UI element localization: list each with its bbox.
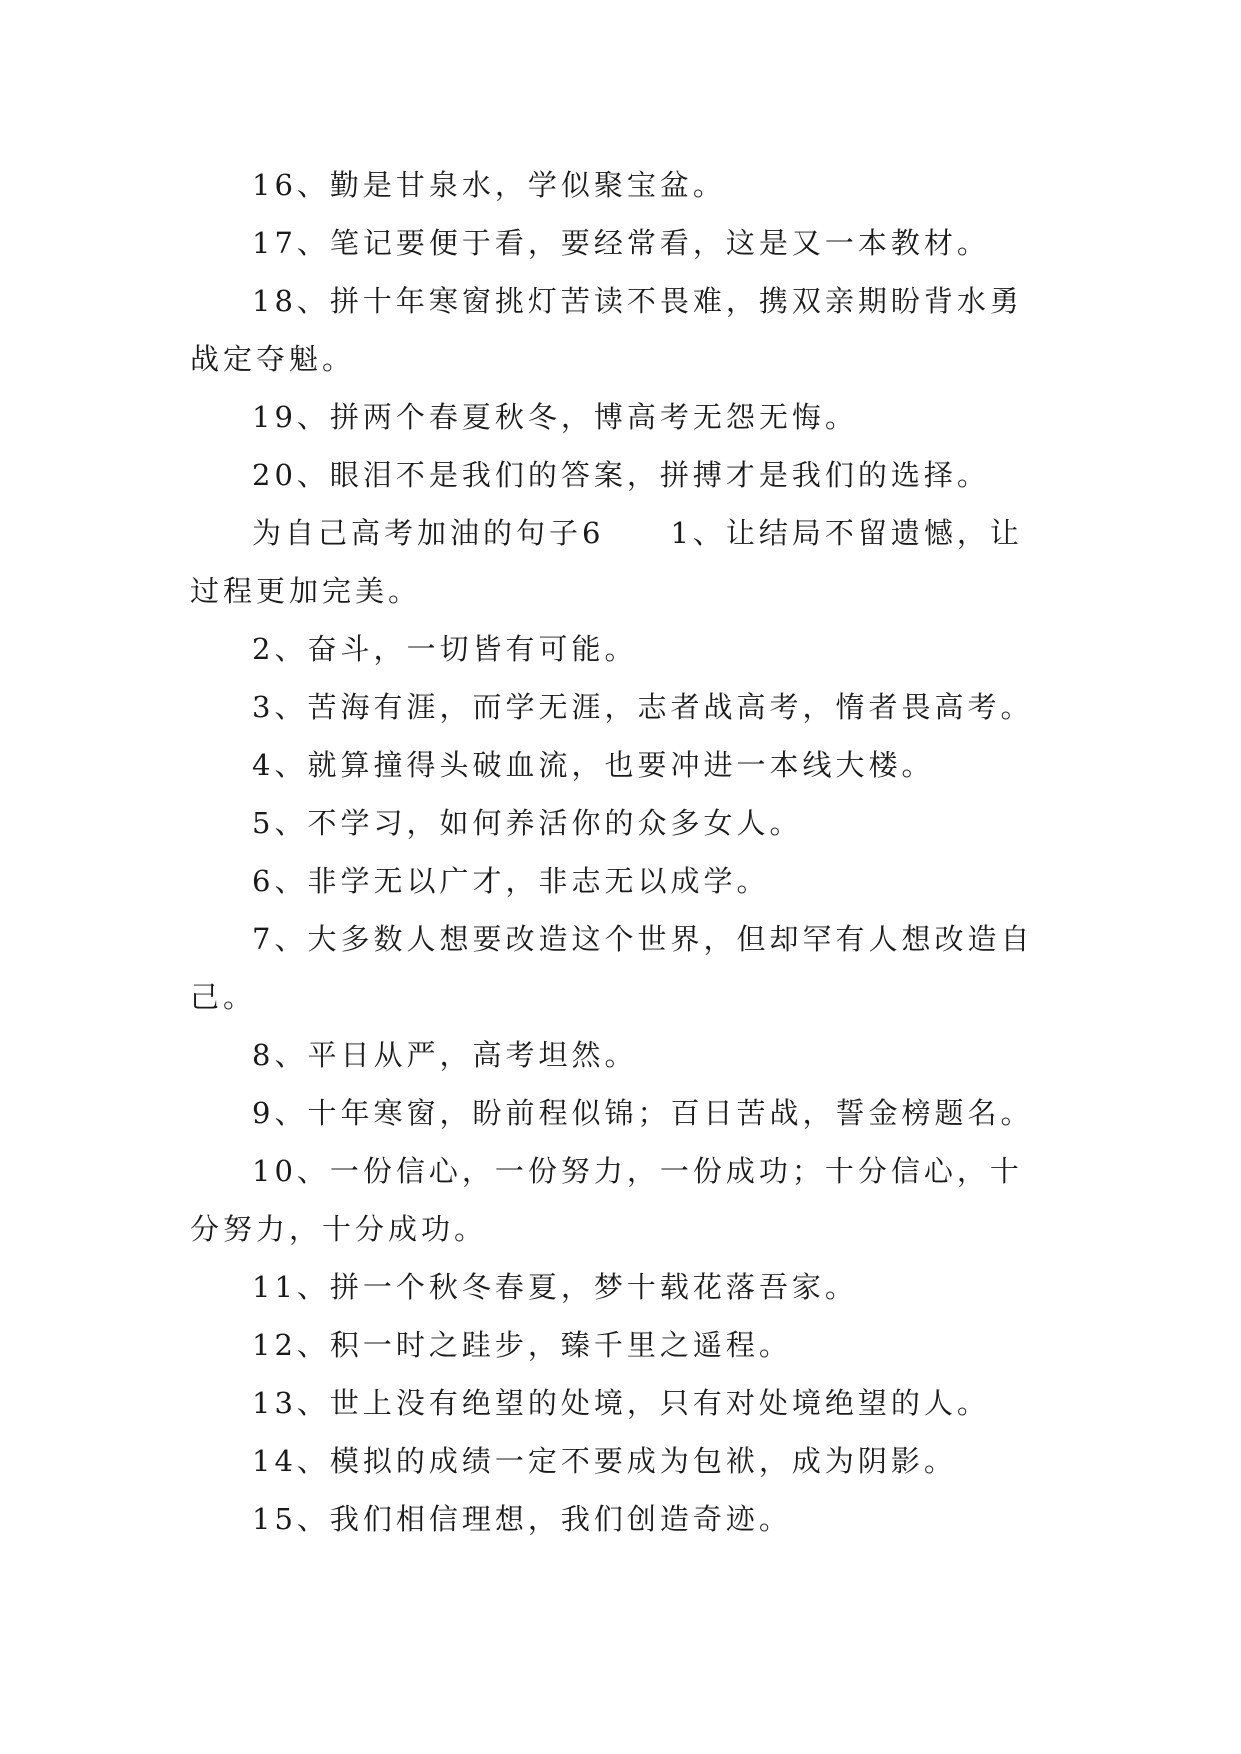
paragraph-2: 2、奋斗，一切皆有可能。	[252, 632, 638, 666]
paragraph-8: 8、平日从严，高考坦然。	[252, 1038, 638, 1072]
paragraph-14: 14、模拟的成绩一定不要成为包袱，成为阴影。	[252, 1444, 957, 1478]
paragraph-4: 4、就算撞得头破血流，也要冲进一本线大楼。	[252, 748, 935, 782]
paragraph-16: 16、勤是甘泉水，学似聚宝盆。	[252, 168, 726, 202]
paragraph-5: 5、不学习，如何养活你的众多女人。	[252, 806, 803, 840]
paragraph-6: 6、非学无以广才，非志无以成学。	[252, 864, 770, 898]
paragraph-3: 3、苦海有涯，而学无涯，志者战高考，惰者畏高考。	[252, 690, 1034, 724]
paragraph-9: 9、十年寒窗，盼前程似锦；百日苦战，誓金榜题名。	[252, 1096, 1034, 1130]
paragraph-18: 18、拼十年寒窗挑灯苦读不畏难，携双亲期盼背水勇战定夺魁。	[190, 284, 1023, 376]
paragraph-20: 20、眼泪不是我们的答案，拼搏才是我们的选择。	[252, 458, 990, 492]
paragraph-17: 17、笔记要便于看，要经常看，这是又一本教材。	[252, 226, 990, 260]
paragraph-13: 13、世上没有绝望的处境，只有对处境绝望的人。	[252, 1386, 990, 1420]
paragraph-15: 15、我们相信理想，我们创造奇迹。	[252, 1502, 792, 1536]
section-heading-paragraph: 为自己高考加油的句子6 1、让结局不留遗憾，让过程更加完美。	[190, 516, 1023, 608]
paragraph-7: 7、大多数人想要改造这个世界，但却罕有人想改造自己。	[190, 922, 1034, 1014]
paragraph-10: 10、一份信心，一份努力，一份成功；十分信心，十分努力，十分成功。	[190, 1154, 1023, 1246]
paragraph-19: 19、拼两个春夏秋冬，博高考无怨无悔。	[252, 400, 858, 434]
paragraph-12: 12、积一时之跬步，臻千里之遥程。	[252, 1328, 792, 1362]
paragraph-11: 11、拼一个秋冬春夏，梦十载花落吾家。	[252, 1270, 858, 1304]
document-body	[190, 156, 1045, 1548]
